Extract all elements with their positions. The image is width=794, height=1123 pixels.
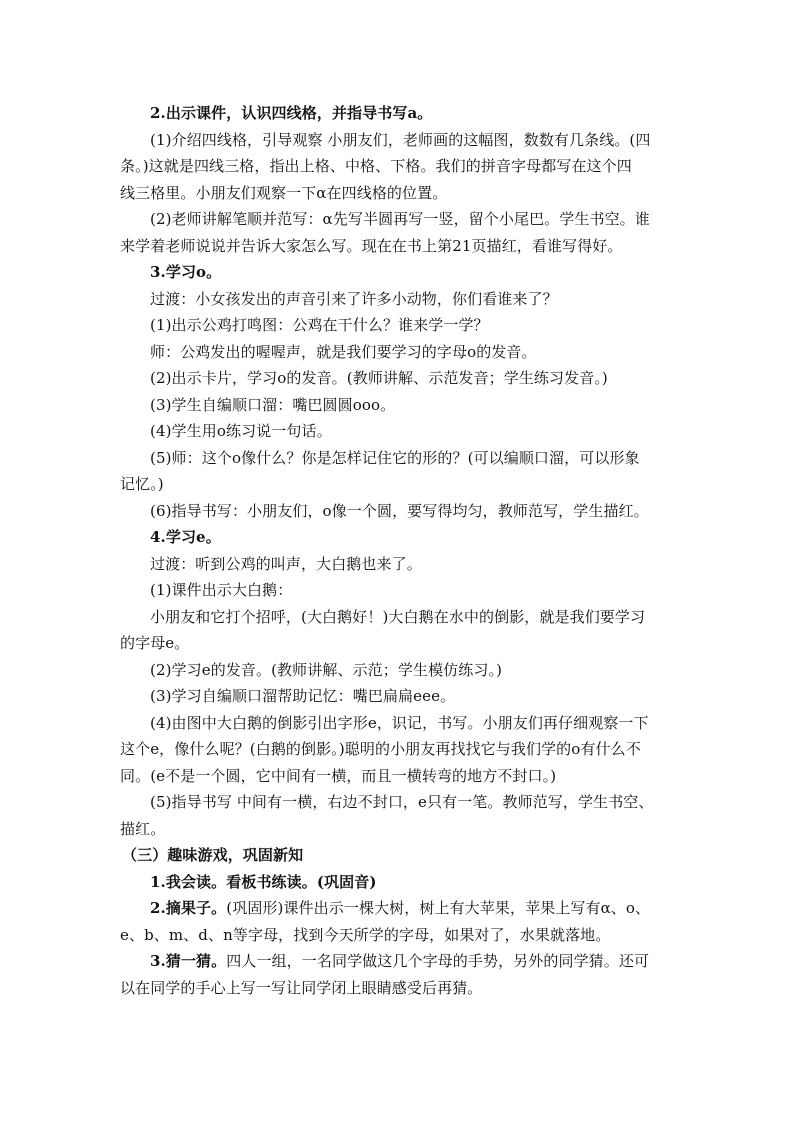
text-line: (2)老师讲解笔顺并范写：α先写半圆再写一竖，留个小尾巴。学生书空。谁: [150, 210, 650, 228]
text-line: (4)由图中大白鹅的倒影引出字形e，识记，书写。小朋友们再仔细观察一下: [150, 713, 649, 732]
text-line: 描红。: [120, 819, 166, 838]
text-line: (2)出示卡片，学习o的发音。(教师讲解、示范发音；学生练习发音。): [150, 369, 608, 387]
text-line: (5)师：这个o像什么？你是怎样记住它的形的？(可以编顺口溜，可以形象: [150, 448, 640, 467]
text-line: 过渡：听到公鸡的叫声，大白鹅也来了。: [150, 554, 422, 573]
text-line: 师：公鸡发出的喔喔声，就是我们要学习的字母o的发音。: [150, 342, 537, 361]
text-line: 同。(e不是一个圆，它中间有一横，而且一横转弯的地方不封口。): [120, 766, 557, 785]
step-heading: 1.我会读。看板书练读。(巩固音): [150, 872, 377, 891]
text-line: (4)学生用o练习说一句话。: [150, 422, 332, 440]
text-line: 记忆。): [120, 475, 164, 493]
text-line: 以在同学的手心上写一写让同学闭上眼睛感受后再猜。: [120, 978, 483, 997]
step-heading: 2.出示课件，认识四线格，并指导书写a。: [150, 104, 433, 122]
lead-phrase: 3.猜一猜。: [150, 952, 227, 970]
text-line: (5)指导书写 中间有一横，右边不封口，e只有一笔。教师范写，学生书空、: [150, 793, 654, 811]
step-heading: 4.学习e。: [150, 528, 221, 546]
section-heading: （三）趣味游戏，巩固新知: [122, 846, 304, 864]
text-line: e、b、m、d、n等字母，找到今天所学的字母，如果对了，水果就落地。: [120, 925, 611, 944]
text-line: (6)指导书写：小朋友们，o像一个圆，要写得均匀，教师范写，学生描红。: [150, 501, 649, 520]
text-line: 来学着老师说说并告诉大家怎么写。现在在书上第21页描红，看谁写得好。: [120, 236, 623, 255]
text-line: 的字母e。: [120, 634, 190, 652]
text-line: (3)学习自编顺口溜帮助记忆：嘴巴扁扁eee。: [150, 687, 456, 705]
text-line: (2)学习e的发音。(教师讲解、示范；学生模仿练习。): [150, 660, 503, 679]
document-page: [120, 100, 676, 1001]
text-line: 线三格里。小朋友们观察一下α在四线格的位置。: [120, 183, 448, 202]
text-line: (1)出示公鸡打鸣图：公鸡在干什么？谁来学一学？: [150, 316, 489, 334]
text-line: [120, 948, 676, 975]
text-line: 条。)这就是四线三格，指出上格、中格、下格。我们的拼音字母都写在这个四: [120, 157, 632, 175]
lead-phrase: 2.摘果子。: [150, 899, 227, 917]
text-line: 过渡：小女孩发出的声音引来了许多小动物，你们看谁来了？: [150, 289, 558, 308]
text-line: 小朋友和它打个招呼，(大白鹅好！)大白鹅在水中的倒影，就是我们要学习: [150, 607, 646, 626]
line-rest: (巩固形)课件出示一棵大树，树上有大苹果，苹果上写有α、o、: [226, 899, 651, 917]
text-line: (1)课件出示大白鹅：: [150, 581, 293, 599]
text-line: (3)学生自编顺口溜：嘴巴圆圆ooo。: [150, 395, 396, 414]
document-body: [120, 100, 676, 1001]
text-line: 这个e，像什么呢？(白鹅的倒影。)聪明的小朋友再找找它与我们学的o有什么不: [120, 740, 641, 758]
step-heading: 3.学习o。: [150, 263, 222, 281]
line-rest: 四人一组，一名同学做这几个字母的手势，另外的同学猜。还可: [226, 952, 650, 970]
text-line: [120, 895, 676, 922]
text-line: (1)介绍四线格，引导观察 小朋友们，老师画的这幅图，数数有几条线。(四: [150, 130, 651, 149]
